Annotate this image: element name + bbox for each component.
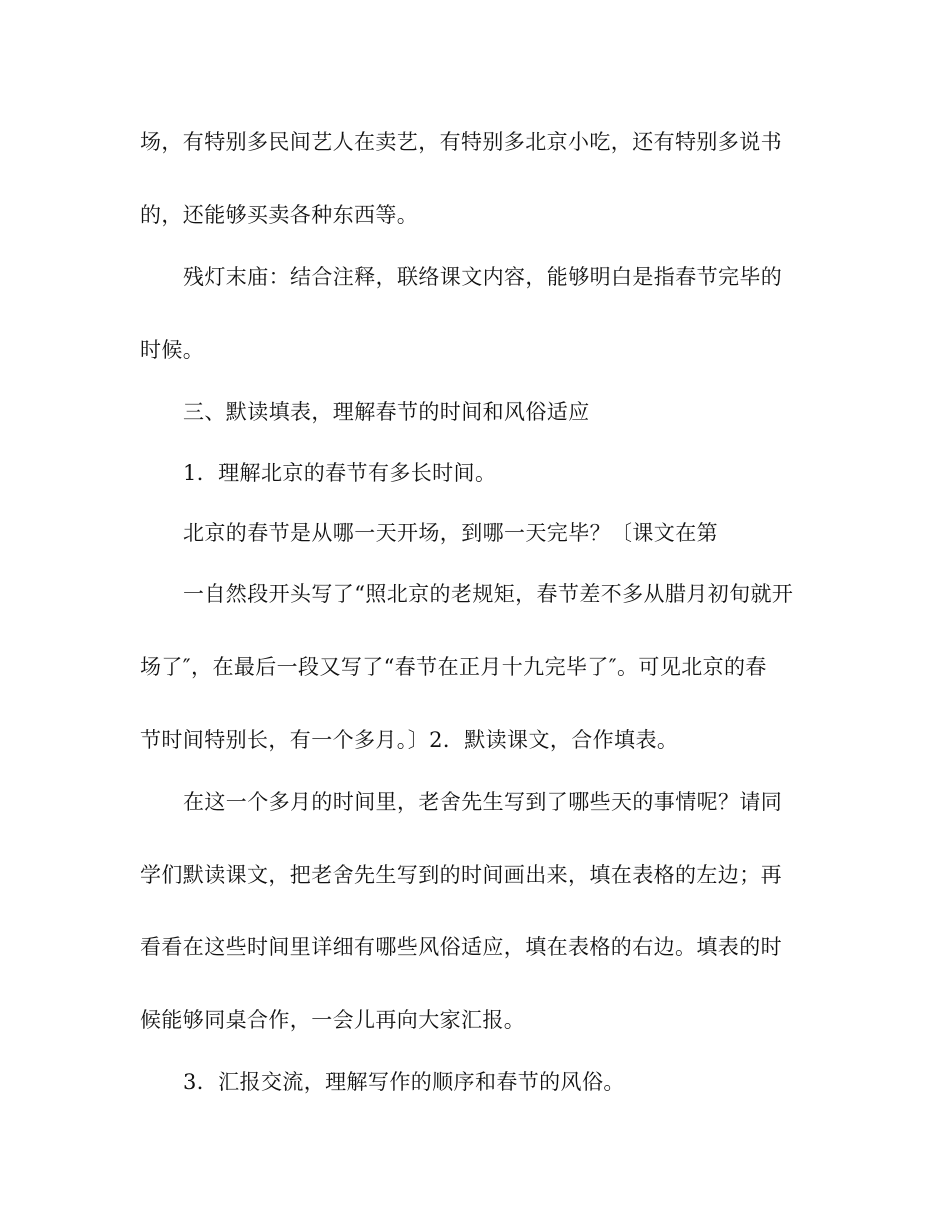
text-line: 节时间特别长，有一个多月。〕2．默读课文，合作填表。 xyxy=(140,728,679,752)
text-line: 学们默读课文，把老舍先生写到的时间画出来，填在表格的左边；再 xyxy=(140,863,782,887)
section-heading: 三、默读填表，理解春节的时间和风俗适应 xyxy=(183,400,590,424)
text-line: 候能够同桌合作，一会儿再向大家汇报。 xyxy=(140,1008,526,1032)
text-line: 一自然段开头写了“照北京的老规矩，春节差不多从腊月初旬就开 xyxy=(183,582,794,606)
text-line: 北京的春节是从哪一天开场，到哪一天完毕？〔课文在第 xyxy=(183,521,718,545)
text-line: 场了″，在最后一段又写了“春节在正月十九完毕了″。可见北京的春 xyxy=(140,655,767,679)
text-line: 在这一个多月的时间里，老舍先生写到了哪些天的事情呢？请同 xyxy=(183,790,783,814)
text-line: 场，有特别多民间艺人在卖艺，有特别多北京小吃，还有特别多说书 xyxy=(140,130,782,154)
list-item: 1．理解北京的春节有多长时间。 xyxy=(183,461,497,485)
text-line: 残灯末庙：结合注释，联络课文内容，能够明白是指春节完毕的 xyxy=(183,265,783,289)
text-line: 的，还能够买卖各种东西等。 xyxy=(140,203,419,227)
text-line: 时候。 xyxy=(140,338,205,362)
text-line: 看看在这些时间里详细有哪些风俗适应，填在表格的右边。填表的时 xyxy=(140,935,782,959)
list-item: 3．汇报交流，理解写作的顺序和春节的风俗。 xyxy=(183,1070,625,1094)
